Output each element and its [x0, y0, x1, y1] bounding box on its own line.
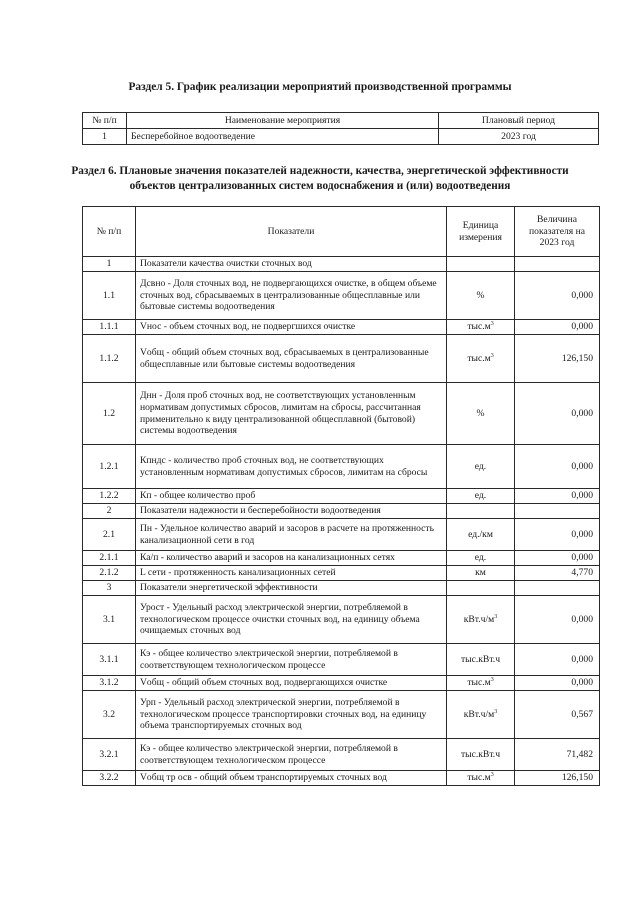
row-num: 2	[83, 504, 136, 519]
row-value: 71,482	[515, 739, 600, 771]
row-value: 0,000	[515, 551, 600, 566]
unit-text: ед./км	[468, 528, 493, 540]
row-indicator: Vобщ - общий объем сточных вод, подвергающихся очистке	[136, 676, 447, 691]
row-num: 1.1.2	[83, 335, 136, 383]
header-value: Величина показателя на 2023 год	[515, 207, 600, 257]
unit-superscript: 3	[490, 321, 494, 328]
row-indicator: Кпндс - количество проб сточных вод, не соответствующих установленным нормативам допустимых сбросов, лимитам на сбросы	[136, 445, 447, 489]
table-row	[83, 596, 600, 644]
row-value: 126,150	[515, 335, 600, 383]
row-value: 0,000	[515, 383, 600, 445]
unit-superscript: 3	[490, 677, 494, 684]
table-row	[83, 581, 600, 596]
unit-text: тыс.кВт.ч	[460, 748, 501, 760]
unit-text: ед.	[474, 490, 487, 502]
row-num: 1.2.2	[83, 489, 136, 504]
table-row	[83, 566, 600, 581]
row-indicator: Кэ - общее количество электрической энергии, потребляемой в соответствующем технологическом процессе	[136, 644, 447, 676]
table-row	[83, 519, 600, 551]
row-indicator: Показатели энергетической эффективности	[136, 581, 447, 596]
unit-superscript: 3	[494, 613, 498, 620]
row-value: 4,770	[515, 566, 600, 581]
row-num: 3	[83, 581, 136, 596]
row-num: 3.1	[83, 596, 136, 644]
table-row	[83, 691, 600, 739]
unit-text: %	[476, 407, 485, 419]
row-unit	[447, 504, 515, 519]
unit-text: км	[475, 567, 486, 579]
row-period: 2023 год	[439, 129, 599, 145]
unit-superscript: 3	[490, 772, 494, 779]
row-indicator: Кп - общее количество проб	[136, 489, 447, 504]
row-unit	[447, 771, 515, 786]
table-row	[83, 383, 600, 445]
unit-text: ед.	[474, 460, 487, 472]
row-unit	[447, 257, 515, 272]
row-num: 1.1	[83, 272, 136, 320]
row-unit	[447, 320, 515, 335]
section6-title: Раздел 6. Плановые значения показателей надежности, качества, энергетической эффективности объектов централизованных систем водоснабжения и (или) водоотведения	[71, 165, 569, 192]
row-indicator: Кэ - общее количество электрической энергии, потребляемой в соответствующем технологическом процессе	[136, 739, 447, 771]
row-unit	[447, 489, 515, 504]
row-indicator: Vобщ тр осв - общий объем транспортируемых сточных вод	[136, 771, 447, 786]
table-row	[83, 551, 600, 566]
row-value: 126,150	[515, 771, 600, 786]
row-unit	[447, 445, 515, 489]
unit-text: кВт.ч/м	[463, 708, 495, 720]
row-unit	[447, 581, 515, 596]
row-value	[515, 581, 600, 596]
row-value: 0,000	[515, 676, 600, 691]
row-num: 3.2.2	[83, 771, 136, 786]
row-indicator: Vнос - объем сточных вод, не подвергшихся очистке	[136, 320, 447, 335]
row-indicator: Ка/п - количество аварий и засоров на канализационных сетях	[136, 551, 447, 566]
table-row	[83, 504, 600, 519]
row-value: 0,000	[515, 489, 600, 504]
row-indicator: Урост - Удельный расход электрической энергии, потребляемой в технологическом процессе очистки сточных вод, на единицу объема очищаемых сточных вод	[136, 596, 447, 644]
section5-table	[82, 112, 599, 145]
row-indicator: Днн - Доля проб сточных вод, не соответствующих установленным нормативам допустимых сбросов, лимитам на сбросы, рассчитанная применительно к виду централизованной общесплавной (бытовой) системы водоотведения	[136, 383, 447, 445]
header-num: № п/п	[83, 113, 127, 129]
row-value: 0,000	[515, 519, 600, 551]
unit-text: тыс.м	[467, 772, 491, 784]
row-unit	[447, 566, 515, 581]
row-unit	[447, 596, 515, 644]
row-num: 1.2.1	[83, 445, 136, 489]
table-row	[83, 272, 600, 320]
row-value: 0,000	[515, 272, 600, 320]
row-value: 0,000	[515, 445, 600, 489]
row-indicator: Дсвно - Доля сточных вод, не подвергающихся очистке, в общем объеме сточных вод, сбрасываемых в централизованные общесплавные или бытовые системы водоотведения	[136, 272, 447, 320]
row-name: Бесперебойное водоотведение	[127, 129, 439, 145]
row-num: 1	[83, 129, 127, 145]
row-indicator: Vобщ - общий объем сточных вод, сбрасываемых в централизованные общесплавные или бытовые системы водоотведения	[136, 335, 447, 383]
row-num: 3.1.1	[83, 644, 136, 676]
row-num: 1.2	[83, 383, 136, 445]
row-unit	[447, 383, 515, 445]
row-value: 0,000	[515, 320, 600, 335]
header-num: № п/п	[83, 207, 136, 257]
table-row	[83, 445, 600, 489]
header-period: Плановый период	[439, 113, 599, 129]
unit-text: ед.	[474, 552, 487, 564]
row-num: 2.1	[83, 519, 136, 551]
row-indicator: Показатели надежности и бесперебойности водоотведения	[136, 504, 447, 519]
row-value	[515, 257, 600, 272]
row-unit	[447, 644, 515, 676]
row-unit	[447, 691, 515, 739]
table-row	[83, 771, 600, 786]
row-unit	[447, 272, 515, 320]
unit-text: кВт.ч/м	[463, 613, 495, 625]
row-value: 0,000	[515, 644, 600, 676]
unit-text: тыс.м	[467, 677, 491, 689]
table-header-row	[83, 207, 600, 257]
table-row	[83, 676, 600, 691]
row-unit	[447, 519, 515, 551]
row-indicator: L сети - протяженность канализационных сетей	[136, 566, 447, 581]
section5-title: Раздел 5. График реализации мероприятий производственной программы	[128, 81, 512, 93]
unit-superscript: 3	[490, 352, 494, 359]
header-measure: Наименование мероприятия	[127, 113, 439, 129]
row-indicator: Урп - Удельный расход электрической энергии, потребляемой в технологическом процессе транспортировки сточных вод, на единицу объема транспортируемых сточных вод	[136, 691, 447, 739]
row-unit	[447, 551, 515, 566]
section6-table-body	[83, 257, 600, 786]
header-unit: Единица измерения	[447, 207, 515, 257]
row-value: 0,000	[515, 596, 600, 644]
row-value	[515, 504, 600, 519]
row-num: 3.2	[83, 691, 136, 739]
unit-text: %	[476, 289, 485, 301]
row-indicator: Показатели качества очистки сточных вод	[136, 257, 447, 272]
row-value: 0,567	[515, 691, 600, 739]
unit-text: тыс.м	[467, 352, 491, 364]
row-unit	[447, 739, 515, 771]
table-row	[83, 739, 600, 771]
row-unit	[447, 335, 515, 383]
unit-text: тыс.кВт.ч	[460, 653, 501, 665]
row-num: 3.1.2	[83, 676, 136, 691]
table-row	[83, 644, 600, 676]
row-num: 1	[83, 257, 136, 272]
table-row	[83, 257, 600, 272]
table-row	[83, 129, 599, 145]
section6-table	[82, 206, 600, 786]
row-num: 1.1.1	[83, 320, 136, 335]
table-row	[83, 489, 600, 504]
row-indicator: Пн - Удельное количество аварий и засоров в расчете на протяженность канализационной сети в год	[136, 519, 447, 551]
table-row	[83, 335, 600, 383]
header-indicators: Показатели	[136, 207, 447, 257]
row-num: 3.2.1	[83, 739, 136, 771]
unit-superscript: 3	[494, 708, 498, 715]
row-num: 2.1.2	[83, 566, 136, 581]
row-num: 2.1.1	[83, 551, 136, 566]
table-row	[83, 320, 600, 335]
table-header-row	[83, 113, 599, 129]
unit-text: тыс.м	[467, 321, 491, 333]
row-unit	[447, 676, 515, 691]
